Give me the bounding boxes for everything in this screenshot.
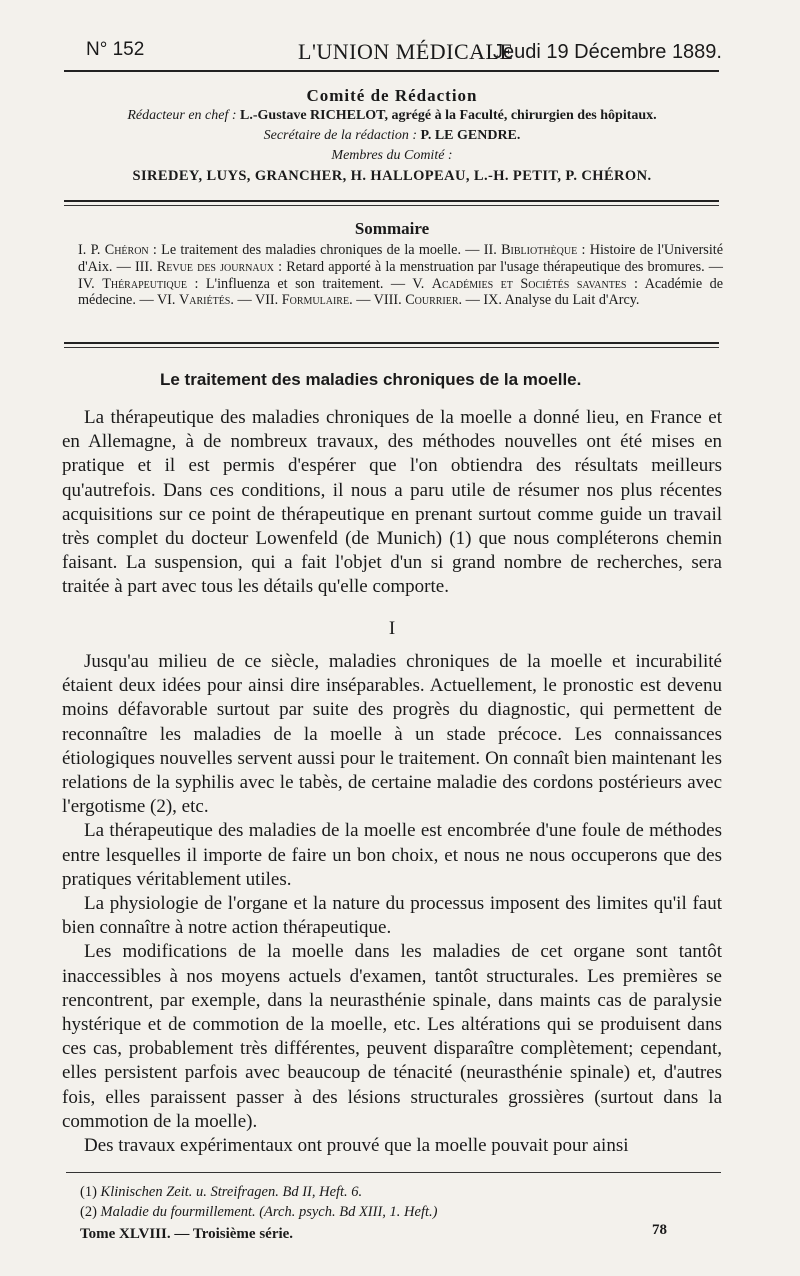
sommaire-item-number: VII. — [254, 292, 279, 309]
sommaire-item-heading: Formulaire — [281, 292, 350, 309]
footnotes — [80, 1182, 700, 1222]
sommaire-item-text: : Histoire de l'Université d'Aix. — — [78, 242, 724, 275]
chief-editor-line — [62, 106, 722, 126]
sommaire-item-number: I. — [78, 242, 87, 258]
footnote-text: Klinischen Zeit. u. Streifragen. Bd II, Heft. 6. — [100, 1184, 363, 1200]
sommaire-item — [78, 276, 405, 292]
sommaire-rule-bottom — [64, 347, 719, 348]
sommaire-item-number: VI. — [156, 292, 176, 309]
members-list: SIREDEY, LUYS, GRANCHER, H. HALLOPEAU, L.-H. PETIT, P. CHÉRON. — [132, 168, 652, 184]
committee-rule-top — [64, 200, 719, 202]
sommaire-item — [374, 292, 480, 308]
page-number: 78 — [652, 1222, 667, 1238]
sommaire-item-heading: Courrier — [405, 292, 459, 309]
issue-date: Jeudi 19 Décembre 1889. — [492, 41, 722, 63]
header-rule — [64, 70, 719, 72]
article-intro — [62, 406, 722, 600]
sommaire-item-number: VIII. — [373, 292, 402, 309]
secretary-label: Secrétaire de la rédaction : — [263, 128, 418, 143]
sommaire-item — [135, 259, 723, 275]
sommaire-item-text: : Retard apporté à la menstruation par l'usage thérapeutique des bromures. — — [274, 258, 723, 275]
footnote-1 — [80, 1182, 700, 1202]
body-paragraph: Des travaux expérimentaux ont prouvé que la moelle pouvait pour ainsi — [84, 1135, 629, 1157]
body-paragraph: Jusqu'au milieu de ce siècle, maladies chroniques de la moelle et incurabilité étaient deux idées pour ainsi dire inséparables. Actuellement, le pronostic est devenu moins défavorable surtout par suite des progrès du diagnostic, qui permettent de reconnaître les maladies de la moelle à un stade précoce. Les connaissances étiologiques nouvelles servent aussi pour le traitement. On connaît bien maintenant les relations de la syphilis avec le tabès, de certaine maladie des cordons postérieurs avec l'ergotisme (2), etc. — [62, 651, 722, 818]
footnote-rule — [66, 1172, 721, 1173]
sommaire-item-number: III. — [134, 258, 153, 275]
sommaire-item-heading: Bibliothèque — [501, 242, 578, 258]
sommaire-item-number: V. — [412, 275, 425, 292]
section-number: I — [388, 618, 396, 639]
sommaire-item-text: Analyse du Lait d'Arcy. — [504, 292, 640, 309]
editorial-committee — [62, 86, 722, 186]
secretary-name: P. LE GENDRE. — [420, 128, 521, 143]
sommaire-item-number: II. — [483, 242, 497, 258]
sommaire-item — [255, 292, 370, 308]
sommaire-item-number: IX. — [483, 292, 502, 309]
sommaire-item-text: : Le traitement des maladies chroniques de la moelle. — — [148, 242, 480, 258]
members-label-text: Membres du Comité : — [331, 148, 453, 163]
body-paragraph: La thérapeutique des maladies de la moelle est encombrée d'une foule de méthodes entre lesquelles il importe de faire un bon choix, et nous ne nous occuperons que des pratiques véritablement utiles. — [62, 820, 722, 890]
sommaire-item-heading: Thérapeutique — [102, 275, 187, 292]
footnote-text: Maladie du fourmillement. (Arch. psych. Bd XIII, 1. Heft.) — [100, 1204, 438, 1220]
sommaire-item-text: : Académie de médecine. — — [78, 275, 724, 309]
body-paragraph: Les modifications de la moelle dans les maladies de cet organe sont tantôt inaccessibles à nos moyens actuels d'examen, tantôt structurales. Les premières se rencontrent, par exemple, dans la neurasthénie spinale, dans maints cas de paralysie hystérique et de commotion de la moelle, etc. Les altérations qui se produisent dans ces cas, probablement très différentes, peuvent disparaître complètement; cependant, elles persistent parfois avec beaucoup de ténacité (neurasthénie spinale) et, d'autres fois, elles paraissent passer à des lésions structurales grossières (surtout dans la commotion de la moelle). — [62, 941, 722, 1132]
article-body — [62, 650, 722, 1158]
secretary-line — [62, 126, 722, 146]
committee-rule-bottom — [64, 205, 719, 206]
members-label — [62, 146, 722, 166]
footnote-mark: (2) — [80, 1204, 97, 1220]
committee-title: Comité de Rédaction — [306, 86, 478, 105]
body-paragraph: La physiologie de l'organe et la nature du processus imposent des limites qu'il faut bien connaître à notre action thérapeutique. — [62, 893, 722, 939]
sommaire-item-text: . — — [458, 292, 480, 309]
journal-title: L'UNION MÉDICALE — [298, 39, 514, 64]
sommaire-rule-top — [64, 342, 719, 344]
sommaire-item-heading: P. Chéron — [90, 242, 149, 258]
intro-paragraph: La thérapeutique des maladies chroniques de la moelle a donné lieu, en France et en Allemagne, à de nombreux travaux, des méthodes nouvelles ont été mises en pratique et il est permis d'espérer que l'on obtiendra des résultats meilleurs qu'autrefois. Dans ces conditions, il nous a paru utile de résumer nos plus récentes acquisitions sur ce point de thérapeutique en prenant surtout comme guide un travail très complet du docteur Lowenfeld (de Munich) (1) que nous compléterons chemin faisant. La suspension, qui a fait l'objet d'un si grand nombre de recherches, sera traitée à part avec tous les détails qu'elle comporte. — [62, 407, 722, 598]
sommaire-item-heading: Revue des journaux — [156, 258, 275, 275]
sommaire-item-heading: Variétés — [179, 292, 231, 309]
running-header — [78, 35, 722, 69]
article-title: Le traitement des maladies chroniques de la moelle. — [160, 370, 582, 389]
chief-name: L.-Gustave RICHELOT, agrégé à la Faculté, chirurgien des hôpitaux. — [240, 108, 657, 123]
volume-line: Tome XLVIII. — Troisième série. — [80, 1226, 294, 1242]
sommaire-item-text: . — — [349, 292, 371, 309]
sommaire-item-heading: Académies et Sociétés savantes — [431, 275, 627, 292]
footnote-2 — [80, 1202, 700, 1222]
sommaire-item-text: . — — [230, 292, 252, 309]
sommaire-item-number: IV. — [78, 275, 95, 292]
sommaire-item — [157, 292, 252, 308]
sommaire-title: Sommaire — [354, 219, 430, 238]
sommaire-item-text: : L'influenza et son traitement. — — [186, 275, 406, 292]
footnote-mark: (1) — [80, 1184, 97, 1200]
issue-number: N° 152 — [86, 39, 145, 60]
sommaire-item — [78, 242, 480, 258]
sommaire-item — [483, 292, 639, 308]
chief-label: Rédacteur en chef : — [127, 108, 237, 123]
sommaire-list — [78, 242, 723, 309]
